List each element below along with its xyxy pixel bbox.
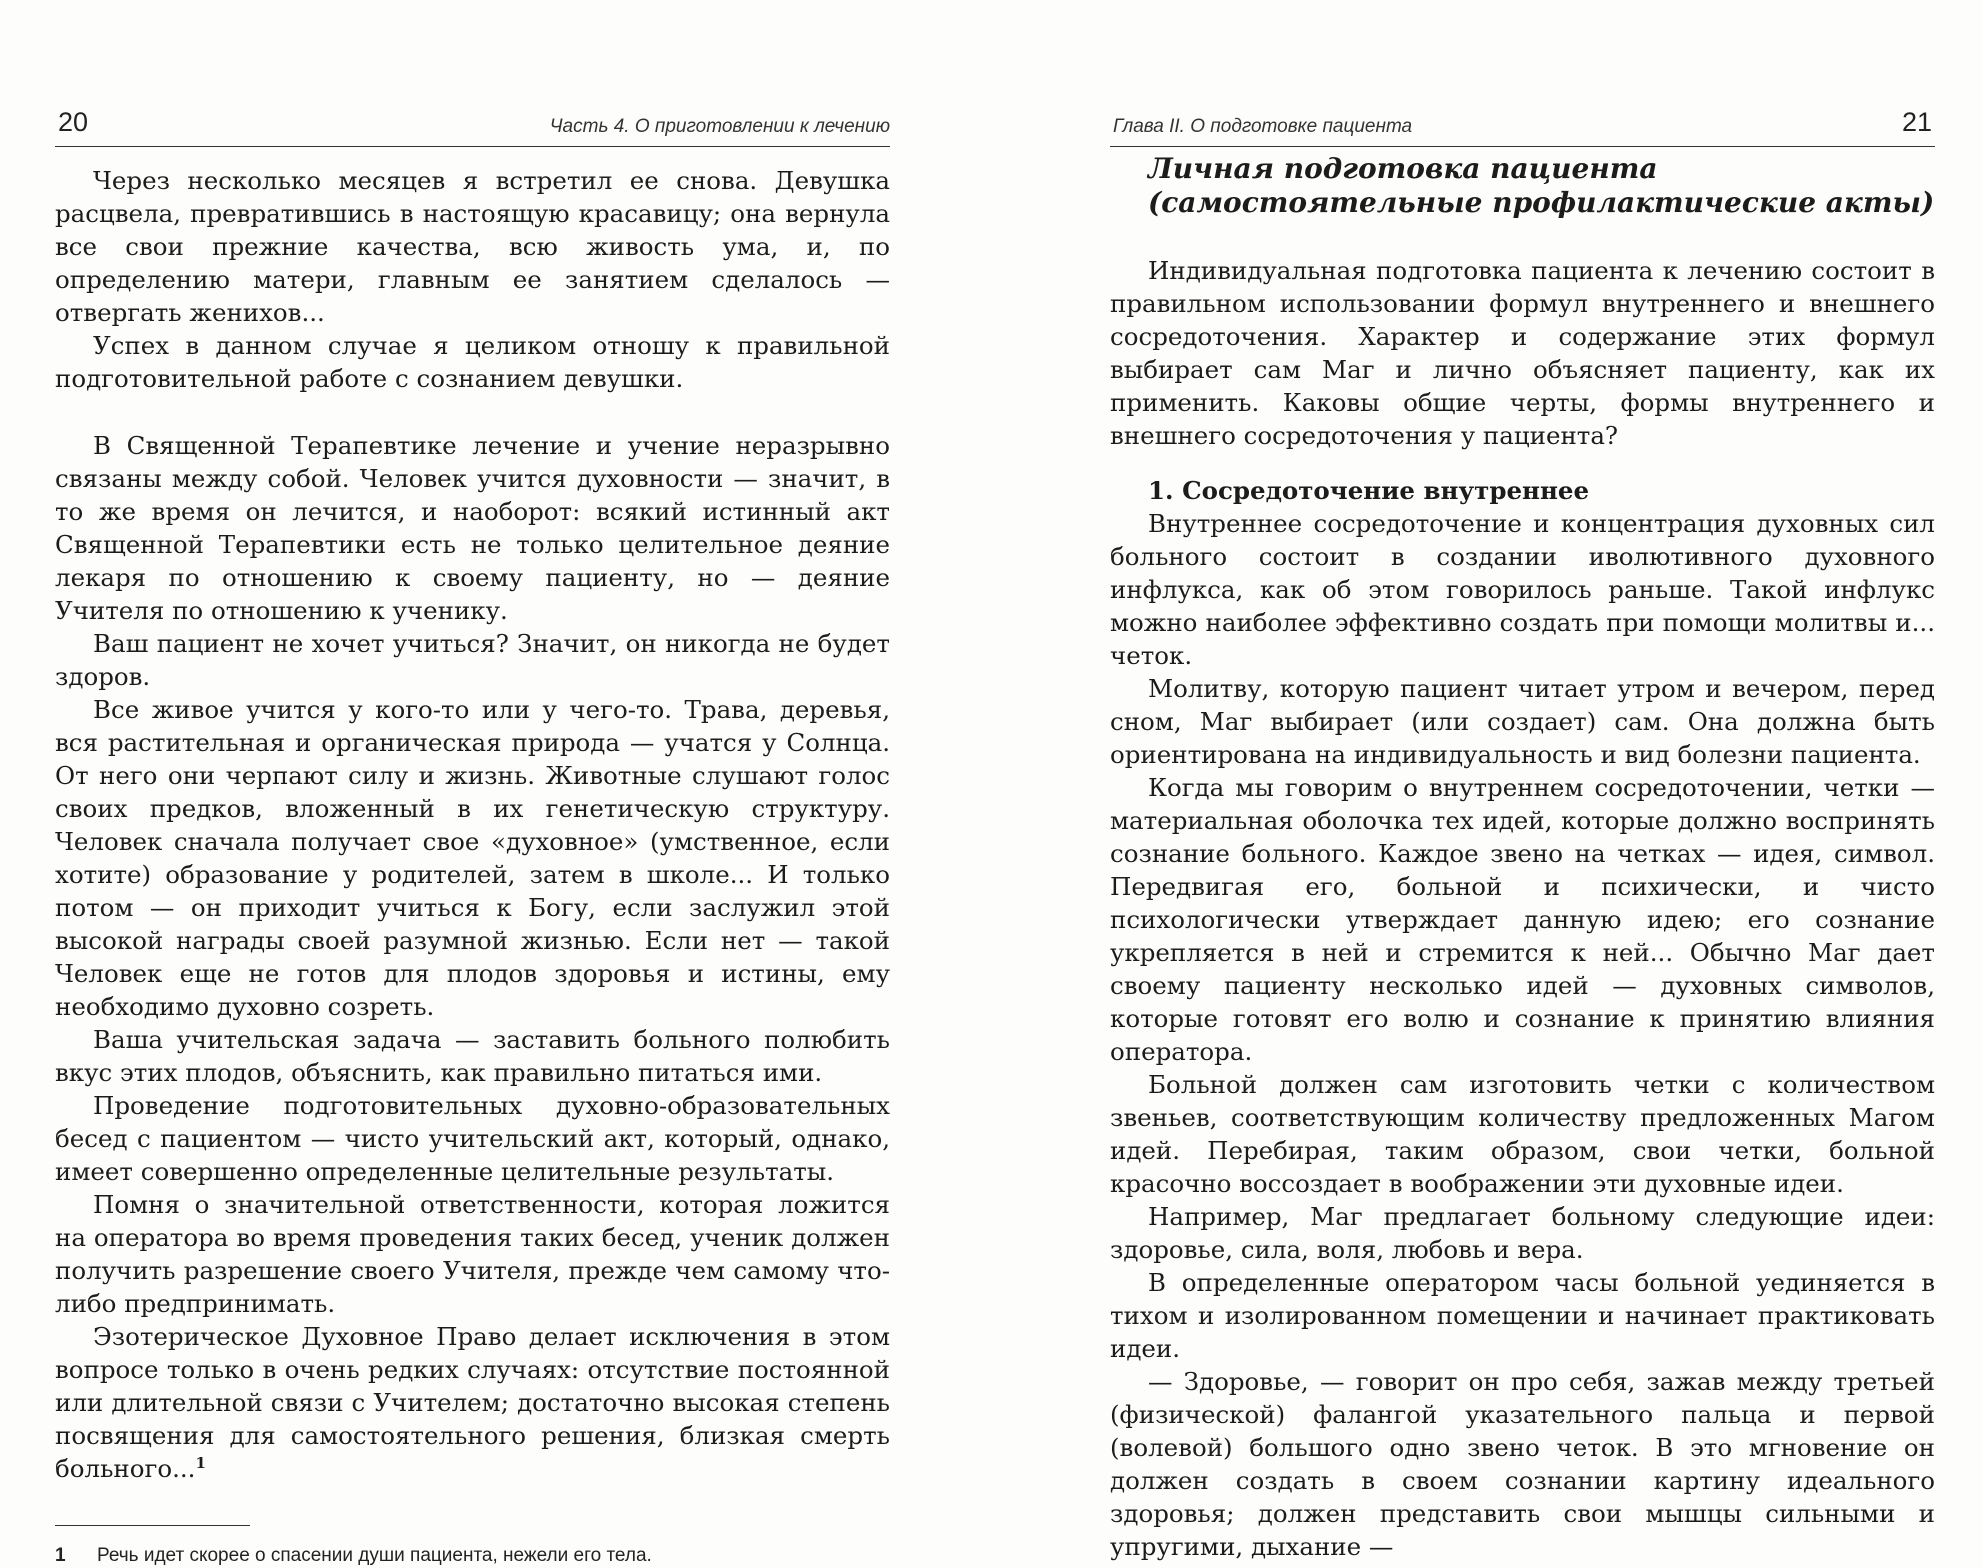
section-title-line: (самостоятельные профилактические акты) [1148,186,1935,219]
paragraph: Индивидуальная подготовка пациента к лечению состоит в правильном использовании формул внутреннего и внешнего сосредоточения. Характер и содержание этих формул выбирает сам Маг и лично объясняет пациенту, как их применить. Каковы общие черты, формы внутреннего и внешнего сосредоточения у пациента? [1110,256,1935,450]
paragraph: Например, Маг предлагает больному следующие идеи: здоровье, сила, воля, любовь и вера. [1110,1202,1935,1264]
paragraph: Помня о значительной ответственности, которая ложится на оператора во время проведения таких бесед, ученик должен получить разрешение своего Учителя, прежде чем самому что-либо предпринимать. [55,1190,890,1318]
left-page-body [55,164,890,1485]
footnote-number: 1 [55,1545,66,1566]
paragraph [55,1320,890,1485]
paragraph: Ваша учительская задача — заставить больного полюбить вкус этих плодов, объяснить, как правильно питаться ими. [55,1025,890,1087]
section-title [1148,152,1935,220]
footnote [55,1544,890,1568]
footnote-reference[interactable]: 1 [195,1453,206,1472]
paragraph: Внутреннее сосредоточение и концентрация духовных сил больного состоит в создании иволютивного духовного инфлукса, как об этом говорилось раньше. Такой инфлукс можно наиболее эффективно создать при помощи молитвы и... четок. [1110,509,1935,670]
paragraph: Больной должен сам изготовить четки с количеством звеньев, соответствующим количеству предложенных Магом идей. Перебирая, таким образом, свои четки, больной красочно воссоздает в воображении эти духовные идеи. [1110,1070,1935,1198]
running-head-right: Глава II. О подготовке пациента [1113,116,1413,137]
paragraph: Успех в данном случае я целиком отношу к правильной подготовительной работе с сознанием девушки. [55,331,890,393]
footnote-text: Речь идет скорее о спасении души пациента, нежели его тела. [97,1545,652,1566]
page-number-right: 21 [1901,107,1932,137]
section-title-line: Личная подготовка пациента [1148,152,1658,185]
paragraph: Через несколько месяцев я встретил ее снова. Девушка расцвела, превратившись в настоящую красавицу; она вернула все свои прежние качества, всю живость ума, и, по определению матери, главным ее занятием сделалось — отвергать женихов... [55,166,890,327]
running-head-left: Часть 4. О приготовлении к лечению [549,116,890,137]
right-page [1110,0,1935,1563]
paragraph-text: Эзотерическое Духовное Право делает исключения в этом вопросе только в очень редких случаях: отсутствие постоянной или длительной связи с Учителем; достаточно высокая степень посвящения для самостоятельного решения, близкая смерть больного... [55,1322,890,1483]
paragraph: В определенные оператором часы больной уединяется в тихом и изолированном помещении и начинает практиковать идеи. [1110,1268,1935,1363]
paragraph: Молитву, которую пациент читает утром и вечером, перед сном, Маг выбирает (или создает) сам. Она должна быть ориентирована на индивидуальность и вид болезни пациента. [1110,674,1935,769]
paragraph: — Здоровье, — говорит он про себя, зажав между третьей (физической) фалангой указательного пальца и первой (волевой) большого одно звено четок. В это мгновение он должен создать в своем сознании картину идеального здоровья; должен представить свои мышцы сильными и упругими, дыхание — [1110,1367,1935,1561]
page-number-left: 20 [58,107,89,137]
paragraph: Когда мы говорим о внутреннем сосредоточении, четки — материальная оболочка тех идей, которые должно воспринять сознание больного. Каждое звено на четках — идея, символ. Передвигая его, больной и психически, и чисто психологически утверждает данную идею; его сознание укрепляется в ней и стремится к ней... Обычно Маг дает своему пациенту несколько идей — духовных символов, которые готовят его волю и сознание к принятию влияния оператора. [1110,773,1935,1066]
section-break [1110,452,1935,474]
footnote-divider [55,1525,250,1526]
paragraph: В Священной Терапевтике лечение и учение неразрывно связаны между собой. Человек учится духовности — значит, в то же время он лечится, и наоборот: всякий истинный акт Священной Терапевтики есть не только целительное деяние лекаря по отношению к своему пациенту, но — деяние Учителя по отношению к ученику. [55,431,890,625]
left-page [55,0,890,1568]
section-break [1110,220,1935,254]
paragraph: Проведение подготовительных духовно-образовательных бесед с пациентом — чисто учительский акт, который, однако, имеет совершенно определенные целительные результаты. [55,1091,890,1186]
section-break [55,395,890,429]
left-page-header [55,80,890,147]
paragraph: Ваш пациент не хочет учиться? Значит, он никогда не будет здоров. [55,629,890,691]
paragraph: Все живое учится у кого-то или у чего-то. Трава, деревья, вся растительная и органическая природа — учатся у Солнца. От него они черпают силу и жизнь. Животные слушают голос своих предков, вложенный в их генетическую структуру. Человек сначала получает свое «духовное» (умственное, если хотите) образование у родителей, затем в школе... И только потом — он приходит учиться к Богу, если заслужил этой высокой награды своей разумной жизнью. Если нет — такой Человек еще не готов для плодов здоровья и истины, ему необходимо духовно созреть. [55,695,890,1021]
right-page-body [1110,152,1935,1563]
right-page-header [1110,80,1935,147]
subheading: 1. Сосредоточение внутреннее [1148,476,1590,505]
